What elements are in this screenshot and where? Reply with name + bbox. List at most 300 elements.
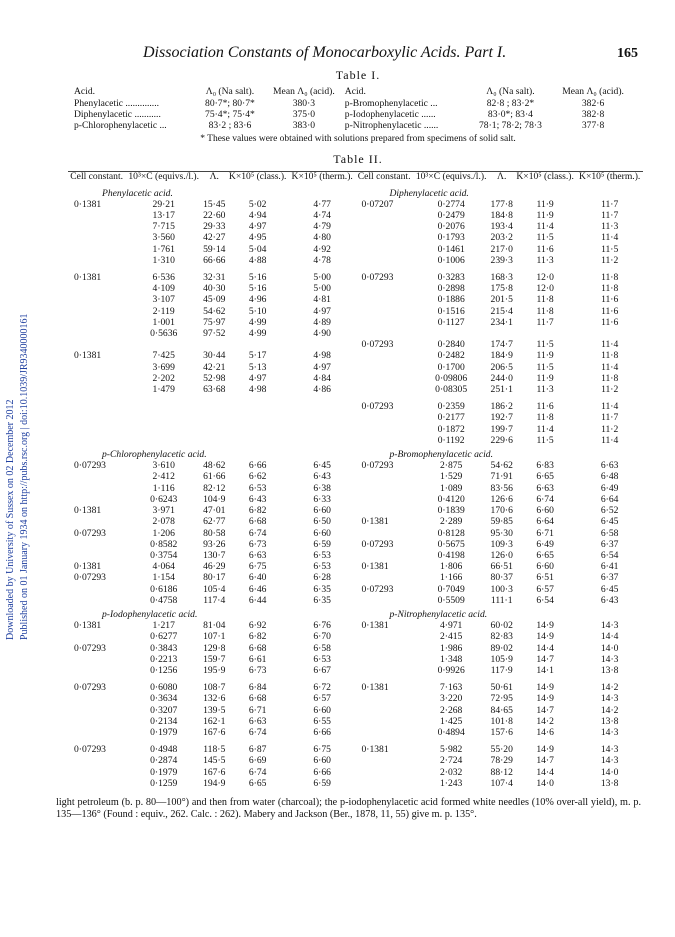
table2-cell: 14·0	[600, 642, 619, 654]
table2-cell: 14·3	[600, 693, 619, 705]
table2-cell	[68, 384, 125, 395]
table2-cell: 14·3	[600, 744, 619, 756]
table2-row	[68, 654, 643, 665]
table2-cell: 11·9	[536, 372, 554, 384]
table2-cell: 4·971	[439, 620, 463, 632]
table2-cell: 6·65	[536, 471, 554, 483]
table2-cell	[202, 424, 226, 435]
table2-cell	[226, 339, 288, 350]
table2-cell: 162·1	[203, 715, 226, 727]
table2-cell: 0·07207	[361, 198, 394, 210]
table2-cell: 0·07293	[361, 583, 394, 595]
download-notice	[2, 220, 38, 640]
running-title: Dissociation Constants of Monocarboxylic Acids. Part I.	[143, 44, 507, 61]
table2-cell: 11·5	[601, 243, 619, 255]
table2-cell: 0·5636	[150, 328, 178, 340]
table1-cell: Phenylacetic ..............	[74, 97, 159, 109]
table1-header: Mean Λ₀ (acid).	[273, 86, 335, 97]
table2-cell: 6·536	[152, 272, 175, 284]
table2-cell: 170·6	[490, 505, 513, 517]
table2-cell: 50·61	[490, 682, 513, 694]
table2-cell: 15·45	[203, 198, 226, 210]
table2-row	[68, 244, 643, 255]
table2-cell	[226, 435, 288, 446]
table2-row	[68, 424, 643, 435]
table2-cell: 14·0	[600, 766, 619, 778]
table2-cell: 11·2	[601, 423, 619, 435]
table2-row	[68, 306, 643, 317]
table2-row	[68, 350, 643, 361]
table2-cell: 6·68	[248, 516, 267, 528]
table2-cell: 0·1381	[74, 272, 102, 284]
table2-cell: 4·064	[152, 561, 175, 573]
compound-name-left: Phenylacetic acid.	[102, 187, 173, 199]
table2-cell: 6·68	[248, 693, 267, 705]
table2-cell: 0·4198	[437, 549, 465, 561]
table2-cell: 6·49	[600, 482, 619, 494]
table2-cell: 1·348	[439, 653, 463, 665]
table2-cell: 0·07293	[74, 642, 106, 654]
table1-cell: 83·0*; 83·4	[487, 108, 533, 120]
table2-cell	[289, 412, 356, 423]
table2-cell: 4·90	[313, 328, 331, 340]
table2-cell: 93·26	[203, 538, 226, 550]
table2-cell	[125, 424, 202, 435]
table2-cell	[68, 539, 125, 550]
table1-cell: 80·7*; 80·7*	[205, 97, 255, 109]
table2-row	[68, 665, 643, 676]
compound-name-right: Diphenylacetic acid.	[389, 187, 469, 199]
table2-cell	[355, 767, 412, 778]
table2-cell: 1·154	[152, 572, 175, 584]
table2-cell: 6·66	[313, 766, 331, 778]
table2-cell: 40·30	[203, 283, 226, 295]
table2-cell: 105·9	[490, 653, 513, 665]
table2-cell	[355, 412, 412, 423]
table2-cell	[68, 435, 125, 446]
table2-row	[68, 705, 643, 716]
table2-cell: 0·1381	[74, 561, 102, 573]
table2-cell: 13·8	[600, 664, 619, 676]
table2-cell: 6·28	[313, 572, 331, 584]
table1-row	[74, 98, 634, 109]
table2-cell: 244·0	[490, 372, 513, 384]
table2-cell: 6·73	[248, 664, 267, 676]
table2-row	[68, 643, 643, 654]
table2-cell	[514, 328, 576, 339]
table2-cell: 3·107	[152, 294, 175, 306]
table2-cell: 108·7	[203, 682, 226, 694]
table2-cell: 6·65	[536, 549, 554, 561]
table2-cell: 0·3283	[437, 272, 465, 284]
table2-row	[68, 199, 643, 210]
table2-cell: 6·59	[313, 777, 331, 789]
table2-cell: 6·43	[600, 594, 619, 606]
table2-cell: 0·1381	[361, 620, 389, 632]
table2-header: Cell constant.	[355, 172, 412, 185]
table2-cell	[576, 328, 643, 339]
table2-cell: 0·07293	[361, 401, 394, 413]
table2-cell: 71·91	[490, 471, 513, 483]
table2-cell: 6·74	[248, 527, 267, 539]
table2-cell: 6·46	[248, 583, 267, 595]
table2-cell: 6·57	[313, 693, 331, 705]
table2-cell: 52·98	[203, 372, 226, 384]
table2-cell	[355, 528, 412, 539]
table2-cell	[355, 665, 412, 676]
table2-cell: 1·001	[152, 316, 175, 328]
table2-cell: 11·8	[536, 412, 554, 424]
table2-cell: 6·74	[248, 766, 267, 778]
table2-header: K×10⁵ (class.).	[514, 172, 576, 185]
table2-cell: 11·7	[601, 412, 619, 424]
table2-header: K×10⁵ (therm.).	[289, 172, 356, 185]
table2-cell: 0·5509	[437, 594, 465, 606]
table2-cell: 11·4	[536, 423, 554, 435]
table2-cell: 4·98	[313, 350, 331, 362]
table2-cell: 167·6	[203, 726, 226, 738]
publication-line: Published on 01 January 1934 on http://pubs.rsc.org | doi:10.1039/JR9340000161	[19, 313, 30, 640]
table2-row	[68, 755, 643, 766]
table2-cell: 6·55	[313, 715, 331, 727]
table2-cell	[355, 550, 412, 561]
table2-cell	[68, 339, 125, 350]
table2-cell	[68, 328, 125, 339]
table2-cell: 11·3	[601, 221, 619, 233]
table2-cell: 42·27	[203, 232, 226, 244]
table2-cell: 3·610	[152, 460, 175, 472]
table2-cell: 201·5	[490, 294, 513, 306]
table2-cell: 14·3	[600, 620, 619, 632]
table2-cell	[202, 339, 226, 350]
table2	[68, 171, 643, 789]
table2-cell	[226, 412, 288, 423]
table2-cell: 2·875	[439, 460, 463, 472]
table2-cell: 6·60	[313, 704, 331, 716]
table2-cell: 229·6	[490, 434, 513, 446]
table2-cell: 199·7	[490, 423, 513, 435]
table2-cell: 6·37	[600, 538, 619, 550]
table2-row	[68, 328, 643, 339]
table2-row	[68, 283, 643, 294]
table2-cell	[355, 362, 412, 373]
table2-cell: 11·2	[601, 254, 619, 266]
table2-cell: 4·94	[248, 210, 267, 222]
table2-cell: 14·4	[536, 766, 554, 778]
table2-row	[68, 401, 643, 412]
table2-cell	[355, 435, 412, 446]
table2-cell: 6·38	[313, 482, 331, 494]
table2-cell: 6·60	[313, 755, 331, 767]
table2-cell: 6·61	[248, 653, 267, 665]
table2-cell	[355, 643, 412, 654]
table2-cell	[68, 362, 125, 373]
table2-cell: 14·4	[536, 642, 554, 654]
table2-row	[68, 384, 643, 395]
table2-cell	[355, 328, 412, 339]
table2-cell: 0·3634	[150, 693, 178, 705]
table2-cell: 5·00	[313, 283, 331, 295]
table2-cell: 3·220	[439, 693, 463, 705]
table2-row	[68, 221, 643, 232]
table2-cell: 6·63	[248, 715, 267, 727]
table2-cell: 5·10	[248, 305, 267, 317]
table2-cell: 177·8	[490, 198, 513, 210]
table2-cell: 4·88	[248, 254, 267, 266]
table2-cell	[355, 232, 412, 243]
table2-cell: 14·7	[536, 653, 554, 665]
table2-cell: 14·3	[600, 726, 619, 738]
table2-cell	[68, 665, 125, 676]
table1-row	[74, 109, 634, 120]
table2-cell: 4·80	[313, 232, 331, 244]
table2-cell: 11·4	[601, 401, 619, 413]
table2-cell: 0·2774	[437, 198, 465, 210]
table2-cell: 4·97	[248, 372, 267, 384]
table2-cell: 0·07293	[74, 572, 106, 584]
table2-cell: 2·202	[152, 372, 175, 384]
table2-cell: 126·6	[490, 493, 513, 505]
table2-cell: 14·2	[600, 682, 619, 694]
table2-cell: 0·3843	[150, 642, 178, 654]
table2-cell: 0·2898	[437, 283, 465, 295]
table2-cell: 89·02	[490, 642, 513, 654]
table2-cell: 130·7	[203, 549, 226, 561]
table2-cell: 14·2	[600, 704, 619, 716]
table2-cell: 82·12	[203, 482, 226, 494]
table2-cell: 6·44	[248, 594, 267, 606]
table2-cell: 6·57	[536, 583, 554, 595]
table2-row	[68, 727, 643, 738]
table2-cell: 7·163	[439, 682, 463, 694]
table2-cell: 0·1461	[437, 243, 465, 255]
table2-cell: 2·032	[439, 766, 463, 778]
table2-row	[68, 620, 643, 631]
table2-cell	[355, 494, 412, 505]
table2-cell: 4·89	[313, 316, 331, 328]
table2-cell: 11·4	[536, 221, 554, 233]
table2-cell: 72·95	[490, 693, 513, 705]
table2-cell: 0·2840	[437, 339, 465, 351]
body-paragraph: light petroleum (b. p. 80—100°) and then from water (charcoal); the p-iodophenylacetic acid formed white needles (10% over-all yield), m. p. 135—136° (Found : equiv., 262. Calc. : 262). Mabery and Jackson (Ber., 1878, 11, 55) give m. p. 135°.	[56, 796, 641, 821]
table2-cell: 0·2134	[150, 715, 178, 727]
table2-cell: 251·1	[490, 384, 513, 396]
table2-cell: 0·2482	[437, 350, 465, 362]
table2-cell	[68, 221, 125, 232]
table2-cell: 14·7	[536, 704, 554, 716]
table2-caption: Table II.	[333, 152, 383, 167]
table2-cell: 0·5675	[437, 538, 465, 550]
table2-cell: 0·1259	[150, 777, 178, 789]
table2-cell: 6·74	[248, 726, 267, 738]
table2-cell: 6·60	[536, 561, 554, 573]
table2-row	[68, 483, 643, 494]
table2-cell: 5·04	[248, 243, 267, 255]
table2-cell: 104·9	[203, 493, 226, 505]
table2-cell: 11·7	[536, 316, 554, 328]
table2-cell: 0·1381	[74, 505, 102, 517]
table2-cell: 1·217	[152, 620, 175, 632]
table2-cell: 14·2	[536, 715, 554, 727]
table2-cell: 11·4	[601, 361, 619, 373]
table2-cell: 192·7	[490, 412, 513, 424]
table2-cell: 6·92	[248, 620, 267, 632]
table2-cell	[68, 401, 125, 412]
table2-cell: 6·71	[536, 527, 554, 539]
table2-cell: 184·9	[490, 350, 513, 362]
table2-cell	[68, 716, 125, 727]
table1-cell: 78·1; 78·2; 78·3	[479, 119, 542, 131]
table2-cell: 0·07293	[74, 744, 106, 756]
table2-cell: 46·29	[203, 561, 226, 573]
table2-row	[68, 693, 643, 704]
table2-cell: 60·02	[490, 620, 513, 632]
table1-cell: 382·6	[581, 97, 605, 109]
table2-cell: 4·96	[248, 294, 267, 306]
table2-cell	[355, 244, 412, 255]
table1-cell: p-Bromophenylacetic ...	[344, 97, 438, 109]
table1-footnote: * These values were obtained with solutions prepared from specimens of solid salt.	[200, 134, 516, 145]
table2-cell	[68, 255, 125, 266]
table2-cell	[355, 384, 412, 395]
table2-cell: 117·9	[490, 664, 513, 676]
table2-cell: 6·43	[248, 493, 267, 505]
table2-cell: 6·66	[313, 726, 331, 738]
table2-cell: 1·089	[439, 482, 463, 494]
table1-cell: 375·0	[292, 108, 316, 120]
table2-cell: 80·58	[203, 527, 226, 539]
table2-cell: 6·50	[313, 516, 331, 528]
table2-cell: 55·20	[490, 744, 513, 756]
table2-cell: 32·31	[203, 272, 226, 284]
table2-cell: 5·16	[248, 272, 267, 284]
table2-cell	[125, 339, 202, 350]
table1-cell: p-Nitrophenylacetic ......	[344, 119, 439, 131]
table2-cell	[226, 424, 288, 435]
table2-cell	[355, 505, 412, 516]
table2-cell: 22·60	[203, 210, 226, 222]
table2-cell: 118·5	[203, 744, 226, 756]
table2-cell	[68, 373, 125, 384]
table2-cell: 1·243	[439, 777, 463, 789]
table2-cell	[125, 412, 202, 423]
table2-cell	[289, 339, 356, 350]
table2-cell: 0·1256	[150, 664, 178, 676]
table2-cell: 0·1381	[361, 561, 389, 573]
table2-cell: 0·2874	[150, 755, 178, 767]
table2-cell: 4·109	[152, 283, 175, 295]
compound-name-right: p-Nitrophenylacetic acid.	[389, 608, 488, 620]
table2-cell: 0·1006	[437, 254, 465, 266]
table2-cell: 54·62	[203, 305, 226, 317]
table2-cell: 30·44	[203, 350, 226, 362]
table2-cell: 6·76	[313, 620, 331, 632]
table2-cell: 0·1381	[361, 744, 389, 756]
table2-row	[68, 272, 643, 283]
table2-cell: 215·4	[490, 305, 513, 317]
table2-cell	[355, 631, 412, 642]
table2-row	[68, 460, 643, 471]
compound-name-row	[68, 185, 643, 199]
table2-cell	[202, 435, 226, 446]
table2-cell: 234·1	[490, 316, 513, 328]
table2-cell: 117·4	[203, 594, 226, 606]
table1-cell: 83·2 ; 83·6	[208, 119, 252, 131]
table2-cell: 3·560	[152, 232, 175, 244]
table2-cell: 168·3	[490, 272, 513, 284]
table2-cell: 109·3	[490, 538, 513, 550]
table2-row	[68, 210, 643, 221]
table2-cell: 11·4	[601, 232, 619, 244]
table2-cell: 11·6	[536, 401, 554, 413]
table2-cell: 11·3	[536, 254, 554, 266]
table2-cell: 0·4948	[150, 744, 178, 756]
table1-cell: Diphenylacetic ...........	[74, 108, 161, 120]
table2-cell: 101·8	[490, 715, 513, 727]
table2-cell: 6·64	[536, 516, 554, 528]
table2-cell: 2·415	[439, 631, 463, 643]
table2-cell: 14·9	[536, 682, 554, 694]
table2-cell: 6·72	[313, 682, 331, 694]
table2-cell: 14·3	[600, 755, 619, 767]
table2-cell	[355, 755, 412, 766]
table2-cell: 61·66	[203, 471, 226, 483]
table2-cell: 4·86	[313, 384, 331, 396]
table2-cell: 4·92	[313, 243, 331, 255]
table2-cell: 4·77	[313, 198, 331, 210]
table2-cell: 4·81	[313, 294, 331, 306]
table2-cell: 4·78	[313, 254, 331, 266]
table2-cell: 6·62	[248, 471, 267, 483]
table2-cell: 47·01	[203, 505, 226, 517]
table2-cell: 6·45	[600, 516, 619, 528]
table2-cell: 0·1381	[74, 350, 102, 362]
table2-row	[68, 435, 643, 446]
table2-cell: 6·70	[313, 631, 331, 643]
table2-row	[68, 505, 643, 516]
table1-cell: p-Iodophenylacetic ......	[344, 108, 436, 120]
table2-cell: 6·71	[248, 704, 267, 716]
table2-cell: 4·99	[248, 328, 267, 340]
table2-cell: 0·1872	[437, 423, 465, 435]
table2-cell: 11·7	[601, 198, 619, 210]
table2-cell: 14·7	[536, 755, 554, 767]
table2-cell	[68, 210, 125, 221]
table2-cell: 206·5	[490, 361, 513, 373]
table2-cell: 0·1381	[74, 620, 102, 632]
table2-header: Λ.	[490, 172, 514, 185]
table2-cell	[68, 306, 125, 317]
table2-row	[68, 631, 643, 642]
table2-cell: 66·51	[490, 561, 513, 573]
table2-cell: 6·60	[313, 527, 331, 539]
table2-cell: 6·75	[248, 561, 267, 573]
table2-cell	[355, 294, 412, 305]
table2-cell: 0·8582	[150, 538, 178, 550]
table1-cell: 380·3	[292, 97, 316, 109]
table2-cell: 5·02	[248, 198, 267, 210]
table2-cell: 2·078	[152, 516, 175, 528]
table2-cell	[289, 435, 356, 446]
compound-name-right: p-Bromophenylacetic acid.	[389, 449, 493, 461]
table2-row	[68, 716, 643, 727]
table2-cell: 6·51	[536, 572, 554, 584]
table2-cell: 14·4	[600, 631, 619, 643]
table2-cell: 0·6080	[150, 682, 178, 694]
table2-cell: 6·45	[313, 460, 331, 472]
table2-cell: 11·9	[536, 198, 554, 210]
table2-cell: 14·1	[536, 664, 554, 676]
